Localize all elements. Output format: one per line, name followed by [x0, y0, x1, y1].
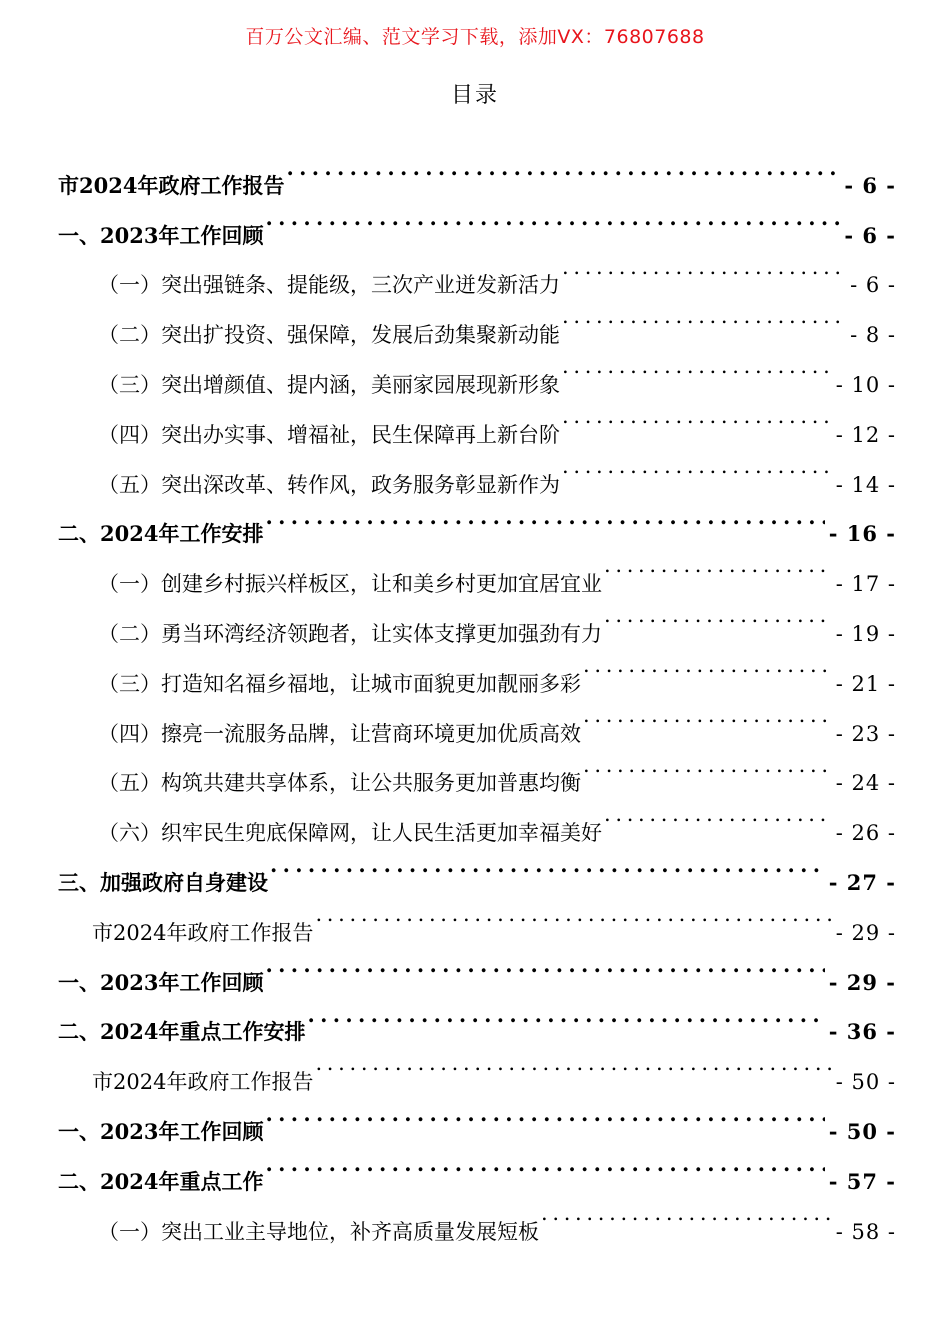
- toc-entry-page: - 6 -: [850, 273, 896, 298]
- dot-leader: [604, 591, 832, 641]
- toc-entry-page: - 6 -: [844, 222, 896, 248]
- toc-entry-text: 二、2024年重点工作安排: [58, 1019, 306, 1045]
- toc-entry-text: （五）构筑共建共享体系，让公共服务更加普惠均衡: [98, 771, 581, 796]
- toc-entry-text: （二）勇当环湾经济领跑者，让实体支撑更加强劲有力: [98, 621, 602, 646]
- toc-entry-page: - 36 -: [828, 1019, 896, 1045]
- dot-leader: [541, 1189, 832, 1239]
- toc-entry-page: - 27 -: [828, 869, 896, 895]
- toc-entry-page: - 16 -: [828, 521, 896, 547]
- toc-entry-page: - 50 -: [828, 1118, 896, 1144]
- toc-entry-text: 二、2024年工作安排: [58, 521, 264, 547]
- dot-leader: [270, 840, 825, 890]
- toc-entry-page: - 6 -: [844, 172, 896, 198]
- toc-title: 目录: [450, 83, 499, 108]
- toc-entry-text: 市2024年政府工作报告: [92, 1070, 314, 1095]
- toc-entry-text: （六）织牢民生兜底保障网，让人民生活更加幸福美好: [98, 821, 602, 846]
- dot-leader: [583, 741, 832, 791]
- toc-entry-text: 一、2023年工作回顾: [58, 1118, 264, 1144]
- toc-entry-text: 市2024年政府工作报告: [58, 172, 285, 198]
- toc-entry-text: 一、2023年工作回顾: [58, 222, 264, 248]
- toc-entry-text: 三、加强政府自身建设: [58, 869, 268, 895]
- toc-entry-page: - 10 -: [835, 372, 896, 397]
- dot-leader: [265, 1139, 824, 1189]
- table-of-contents: [58, 143, 896, 1244]
- toc-entry-page: - 26 -: [835, 821, 896, 846]
- toc-entry-page: - 29 -: [828, 969, 896, 995]
- toc-entry[interactable]: [58, 143, 896, 198]
- watermark-banner: 百万公文汇编、范文学习下载，添加VX：76807688: [245, 26, 705, 48]
- toc-entry-page: - 58 -: [835, 1219, 896, 1244]
- dot-leader: [562, 292, 846, 342]
- toc-entry-page: - 21 -: [835, 671, 896, 696]
- dot-leader: [604, 790, 832, 840]
- toc-entry-page: - 14 -: [835, 472, 896, 497]
- toc-entry-text: 一、2023年工作回顾: [58, 969, 264, 995]
- dot-leader: [265, 940, 824, 990]
- toc-entry-page: - 17 -: [835, 572, 896, 597]
- toc-entry-page: - 23 -: [835, 721, 896, 746]
- dot-leader: [583, 691, 832, 741]
- toc-entry-text: 市2024年政府工作报告: [92, 920, 314, 945]
- toc-entry-page: - 57 -: [828, 1168, 896, 1194]
- dot-leader: [583, 641, 832, 691]
- dot-leader: [562, 392, 832, 442]
- dot-leader: [286, 143, 840, 193]
- toc-entry-text: （四）突出办实事、增福祉，民生保障再上新台阶: [98, 422, 560, 447]
- toc-entry-page: - 12 -: [835, 422, 896, 447]
- toc-entry-text: （四）擦亮一流服务品牌，让营商环境更加优质高效: [98, 721, 581, 746]
- dot-leader: [265, 1089, 824, 1139]
- toc-entry-text: （一）突出工业主导地位，补齐高质量发展短板: [98, 1219, 539, 1244]
- toc-entry-page: - 8 -: [850, 323, 896, 348]
- toc-entry-text: （三）打造知名福乡福地，让城市面貌更加靓丽多彩: [98, 671, 581, 696]
- toc-entry-page: - 24 -: [835, 771, 896, 796]
- toc-entry-text: （一）突出强链条、提能级，三次产业迸发新活力: [98, 273, 560, 298]
- dot-leader: [315, 890, 831, 940]
- toc-entry-text: （三）突出增颜值、提内涵，美丽家园展现新形象: [98, 372, 560, 397]
- toc-entry-text: （五）突出深改革、转作风，政务服务彰显新作为: [98, 472, 560, 497]
- toc-entry-text: 二、2024年重点工作: [58, 1168, 264, 1194]
- toc-entry-text: （一）创建乡村振兴样板区，让和美乡村更加宜居宜业: [98, 572, 602, 597]
- dot-leader: [604, 541, 832, 591]
- dot-leader: [307, 990, 824, 1040]
- dot-leader: [562, 442, 832, 492]
- dot-leader: [562, 342, 832, 392]
- dot-leader: [562, 243, 846, 293]
- dot-leader: [265, 193, 840, 243]
- toc-entry-text: （二）突出扩投资、强保障，发展后劲集聚新动能: [98, 323, 560, 348]
- dot-leader: [315, 1039, 831, 1089]
- toc-entry-page: - 19 -: [835, 621, 896, 646]
- toc-entry-page: - 29 -: [835, 920, 896, 945]
- toc-entry-page: - 50 -: [835, 1070, 896, 1095]
- dot-leader: [265, 492, 824, 542]
